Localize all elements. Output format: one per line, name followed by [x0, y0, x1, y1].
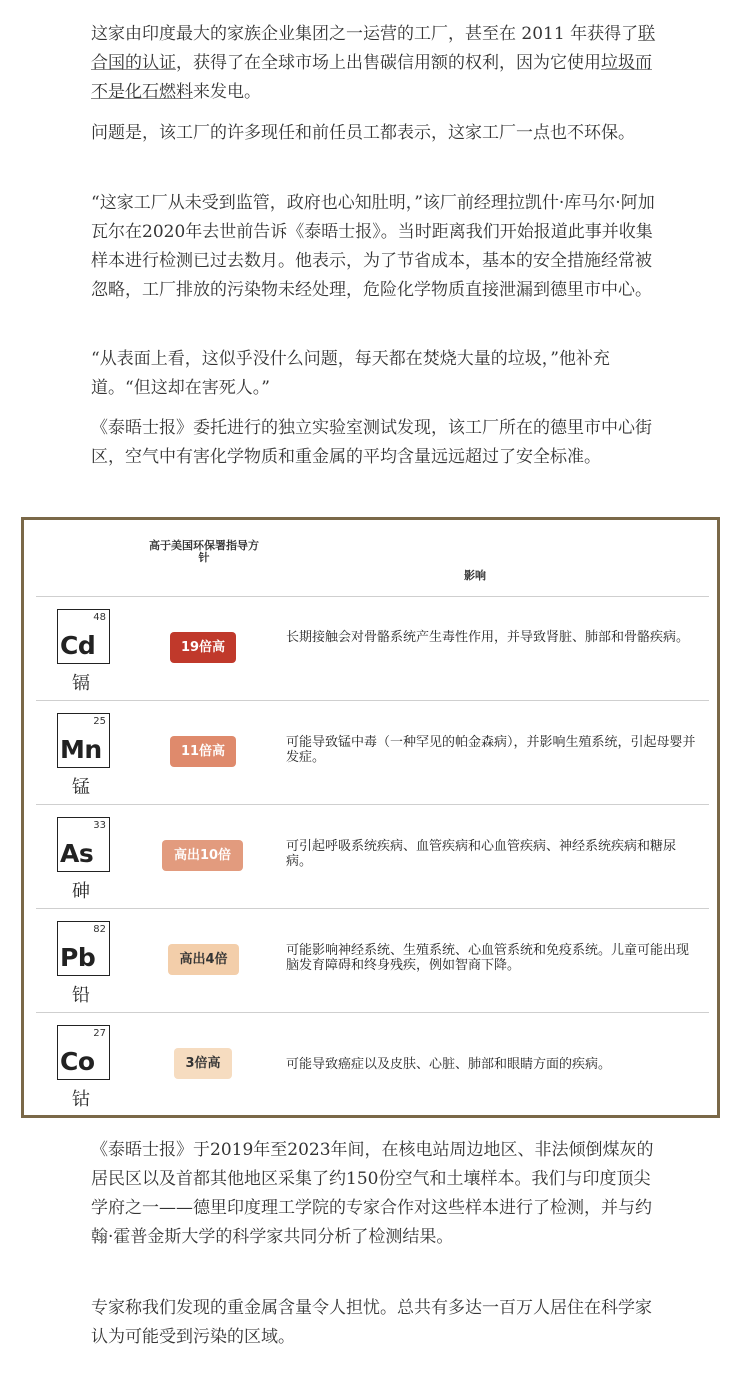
table-row-cobalt [24, 1013, 717, 1117]
paragraph-7: 专家称我们发现的重金属含量令人担忧。总共有多达一百万人居住在科学家认为可能受到污染的区域。 [91, 1298, 652, 1347]
paragraph-1-text-c: 来发电。 [193, 82, 261, 102]
element-symbol: Pb [60, 943, 96, 972]
paragraph-1-text-b: ，获得了在全球市场上出售碳信用额的权利，因为它使用 [176, 53, 601, 73]
atomic-number: 33 [93, 820, 106, 831]
element-symbol: Co [60, 1047, 95, 1076]
element-name: 铅 [72, 985, 90, 1006]
paragraph-4: “从表面上看，这似乎没什么问题，每天都在焚烧大量的垃圾，”他补充道。“但这却在害死人。” [91, 349, 610, 398]
element-tile [57, 609, 110, 664]
paragraph-1-text-a: 这家由印度最大的家族企业集团之一运营的工厂，甚至在 2011 年获得了 [91, 24, 639, 44]
level-badge: 3倍高 [174, 1048, 232, 1079]
level-badge: 11倍高 [170, 736, 236, 767]
level-badge: 高出10倍 [162, 840, 243, 871]
paragraph-3: “这家工厂从未受到监管，政府也心知肚明，”该厂前经理拉凯什·库马尔·阿加瓦尔在2020年去世前告诉《泰晤士报》。当时距离我们开始报道此事并收集样本进行检测已过去数月。他表示，为了节省成本，基本的安全措施经常被忽略，工厂排放的污染物未经处理，危险化学物质直接泄漏到德里市中心。 [91, 193, 655, 300]
level-badge: 高出4倍 [168, 944, 239, 975]
element-symbol: Cd [60, 631, 96, 660]
paragraph-5: 《泰晤士报》委托进行的独立实验室测试发现，该工厂所在的德里市中心街区，空气中有害化学物质和重金属的平均含量远远超过了安全标准。 [91, 418, 652, 467]
paragraph-1 [91, 20, 666, 107]
element-name: 砷 [72, 881, 90, 902]
impact-text: 可能影响神经系统、生殖系统、心血管系统和免疫系统。儿童可能出现脑发育障碍和终身残疾，例如智商下降。 [286, 943, 690, 973]
impact-text: 可能导致锰中毒（一种罕见的帕金森病），并影响生殖系统，引起母婴并发症。 [286, 735, 696, 765]
element-tile [57, 817, 110, 872]
paragraph-6: 《泰晤士报》于2019年至2023年间，在核电站周边地区、非法倾倒煤灰的居民区以及首都其他地区采集了约150份空气和土壤样本。我们与印度顶尖学府之一——德里印度理工学院的专家合作对这些样本进行了检测，并与约翰·霍普金斯大学的科学家共同分析了检测结果。 [91, 1140, 654, 1247]
atomic-number: 25 [93, 716, 106, 727]
level-badge: 19倍高 [170, 632, 236, 663]
table-row-lead [24, 909, 717, 1013]
link-garbage-not-fossil-fuel[interactable]: 垃圾而不是化石燃料 [91, 53, 652, 102]
atomic-number: 48 [93, 612, 106, 623]
table-header-impact: 影响 [464, 569, 486, 582]
table-row-arsenic [24, 805, 717, 909]
link-un-certification[interactable]: 联合国的认证 [91, 24, 656, 73]
element-tile [57, 713, 110, 768]
element-name: 钴 [72, 1089, 90, 1110]
element-tile [57, 1025, 110, 1080]
element-tile [57, 921, 110, 976]
impact-text: 可能导致癌症以及皮肤、心脏、肺部和眼睛方面的疾病。 [286, 1057, 612, 1072]
table-header-level: 高于美国环保署指导方针 [149, 539, 259, 564]
table-row-cadmium [24, 597, 717, 701]
impact-text: 长期接触会对骨骼系统产生毒性作用，并导致肾脏、肺部和骨骼疾病。 [286, 630, 690, 645]
impact-text: 可引起呼吸系统疾病、血管疾病和心血管疾病、神经系统疾病和糖尿病。 [286, 839, 677, 869]
paragraph-2: 问题是，该工厂的许多现任和前任员工都表示，这家工厂一点也不环保。 [91, 123, 635, 143]
element-symbol: Mn [60, 735, 102, 764]
atomic-number: 82 [93, 924, 106, 935]
table-row-manganese [24, 701, 717, 805]
element-symbol: As [60, 839, 94, 868]
element-name: 锰 [72, 777, 90, 798]
atomic-number: 27 [93, 1028, 106, 1039]
heavy-metals-table [21, 517, 720, 1118]
element-name: 镉 [72, 673, 90, 694]
